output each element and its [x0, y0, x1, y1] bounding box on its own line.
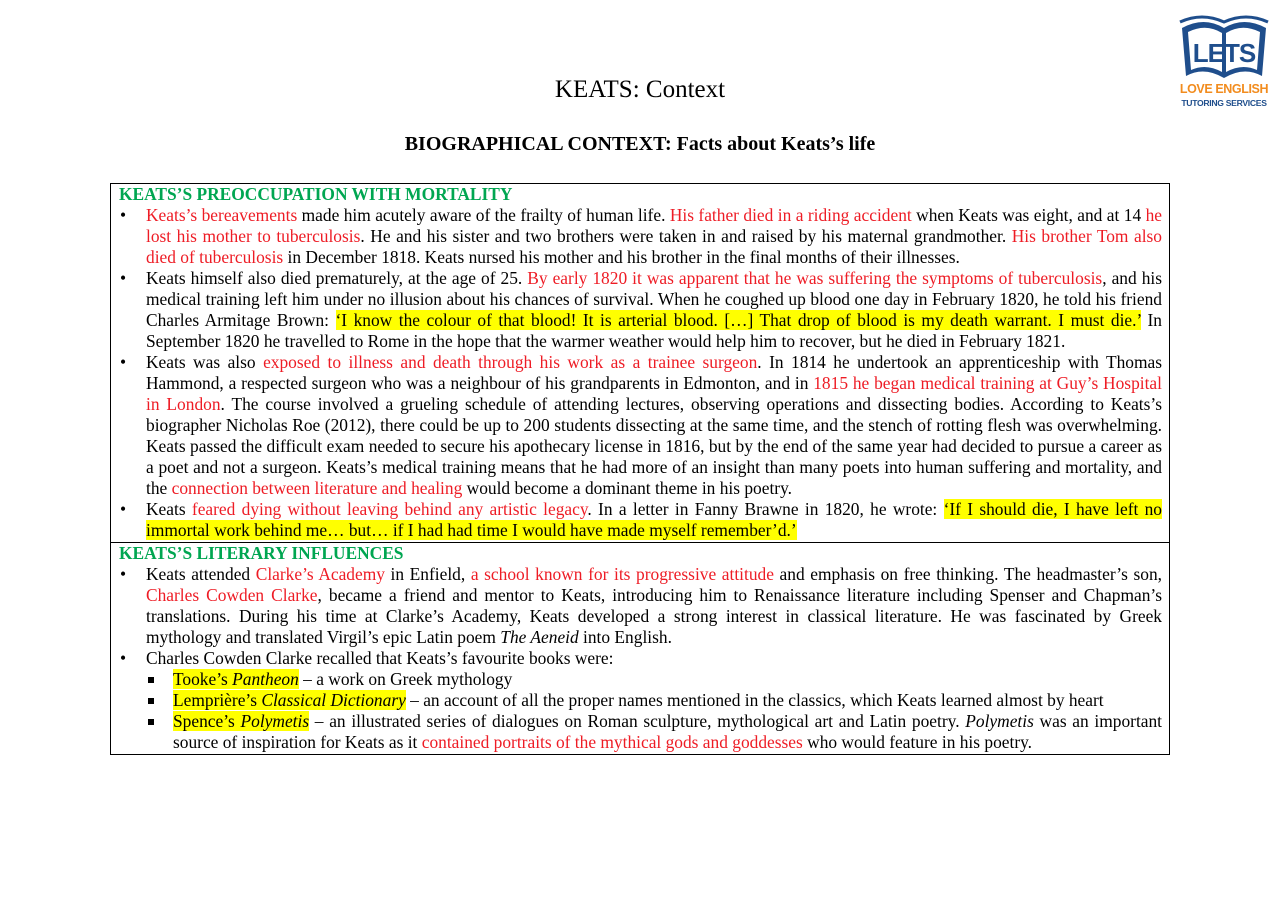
book-description: – a work on Greek mythology [298, 669, 513, 689]
text-run: In September 1820 he travelled to Rome in the hope that the warmer weather would help him to recover, but he died in February 1821. [146, 310, 1162, 351]
text-run: . He and his sister and two brothers were taken in and raised by his maternal grandmother. [360, 226, 1012, 246]
mortality-heading: KEATS’S PREOCCUPATION WITH MORTALITY [119, 184, 513, 204]
logo-line-2: TUTORING SERVICES [1181, 98, 1267, 108]
red-text: His brother Tom also died of tuberculosis [146, 226, 1163, 267]
page-title: KEATS: Context [554, 76, 726, 103]
logo-mark-text: LETS [1192, 38, 1256, 68]
influences-heading: KEATS’S LITERARY INFLUENCES [119, 543, 404, 563]
list-item [119, 648, 1162, 753]
red-text: feared dying without leaving behind any artistic legacy [191, 499, 588, 519]
logo-line-1: LOVE ENGLISH [1179, 82, 1269, 96]
text-run: . In a letter in Fanny Brawne in 1820, he wrote: [587, 499, 944, 519]
favourite-books-list [146, 669, 1162, 753]
book-item [146, 690, 1162, 711]
highlighted-book [173, 711, 309, 731]
book-description: – an account of all the proper names mentioned in the classics, which Keats learned almost by heart [405, 690, 1104, 710]
book-item [146, 669, 1162, 690]
book-description: was an important source of inspiration for Keats as it [173, 711, 1163, 752]
text-run: and emphasis on free thinking. The headmaster’s son, [773, 564, 1162, 584]
highlighted-book [173, 690, 406, 710]
text-run: made him acutely aware of the frailty of human life. [297, 205, 670, 225]
text-run: , became a friend and mentor to Keats, introducing him to Renaissance literature including Spenser and Chapman’s translations. During his time at Clarke’s Academy, Keats developed a strong interest in classical literature. He was fascinated by Greek mythology and translated Virgil’s epic Latin poem [146, 585, 1163, 647]
red-text: he lost his mother to tuberculosis [146, 205, 1163, 246]
italic-title: The Aeneid [500, 627, 579, 647]
red-text: By early 1820 it was apparent that he was suffering the symptoms of tuberculosis [527, 268, 1103, 288]
mortality-section [111, 184, 1169, 542]
text-run: when Keats was eight, and at 14 [911, 205, 1146, 225]
book-item [146, 711, 1162, 753]
book-title: Pantheon [232, 669, 299, 689]
book-author: Tooke’s [173, 669, 233, 689]
book-description: – an illustrated series of dialogues on Roman sculpture, mythological art and Latin poetry. [309, 711, 966, 731]
page-subtitle: BIOGRAPHICAL CONTEXT: Facts about Keats’s life [404, 133, 876, 155]
mortality-list [119, 205, 1162, 541]
red-text: 1815 he began medical training at Guy’s Hospital in London [146, 373, 1162, 414]
text-run: would become a dominant theme in his poetry. [462, 478, 792, 498]
red-text: exposed to illness and death through his work as a trainee surgeon [263, 352, 758, 372]
book-description: who would feature in his poetry. [802, 732, 1033, 752]
red-text: Clarke’s Academy [255, 564, 385, 584]
book-title: Polymetis [240, 711, 310, 731]
text-run: into English. [578, 627, 672, 647]
red-text: contained portraits of the mythical gods and goddesses [421, 732, 803, 752]
highlighted-book [173, 669, 299, 689]
context-table [110, 183, 1170, 755]
red-text: Charles Cowden Clarke [146, 585, 318, 605]
book-title: Polymetis [965, 711, 1034, 731]
list-item [119, 205, 1162, 268]
book-title: Classical Dictionary [261, 690, 406, 710]
list-item [119, 499, 1162, 541]
text-run: Keats himself also died prematurely, at the age of 25. [146, 268, 528, 288]
list-item [119, 268, 1162, 352]
red-text: a school known for its progressive attitude [470, 564, 774, 584]
book-author: Spence’s [173, 711, 241, 731]
text-run: Keats [146, 499, 192, 519]
text-run: in December 1818. Keats nursed his mother and his brother in the final months of their illnesses. [283, 247, 960, 267]
influences-list [119, 564, 1162, 753]
book-author: Lemprière’s [173, 690, 262, 710]
text-run: Keats attended [146, 564, 256, 584]
influences-section [111, 542, 1169, 754]
red-text: His father died in a riding accident [669, 205, 912, 225]
text-run: in Enfield, [384, 564, 471, 584]
highlighted-quote: ‘If I should die, I have left no immortal work behind me… but… if I had had time I would have made myself remember’d.’ [146, 499, 1163, 540]
red-text: Keats’s bereavements [146, 205, 298, 225]
text-run: Charles Cowden Clarke recalled that Keats’s favourite books were: [146, 648, 614, 668]
text-run: . The course involved a grueling schedule of attending lectures, observing operations and dissecting bodies. According to Keats’s biographer Nicholas Roe (2012), there could be up to 200 students dissecting at the same time, and the stench of rotting flesh was overwhelming. Keats passed the difficult exam needed to secure his apothecary license in 1816, but by the end of the same year had decided to pursue a career as a poet and not a surgeon. Keats’s medical training means that he had more of an insight than many poets into human suffering and mortality, and the [146, 394, 1163, 498]
red-text: connection between literature and healing [171, 478, 463, 498]
highlighted-quote: ‘I know the colour of that blood! It is arterial blood. […] That drop of blood is my death warrant. I must die.’ [335, 310, 1141, 330]
list-item [119, 564, 1162, 648]
text-run: , and his medical training left him under no illusion about his chances of survival. When he coughed up blood one day in February 1820, he told his friend Charles Armitage Brown: [146, 268, 1162, 330]
text-run: Keats was also [146, 352, 264, 372]
list-item [119, 352, 1162, 499]
text-run: . In 1814 he undertook an apprenticeship with Thomas Hammond, a respected surgeon who was a neighbour of his grandparents in Edmonton, and in [146, 352, 1163, 393]
